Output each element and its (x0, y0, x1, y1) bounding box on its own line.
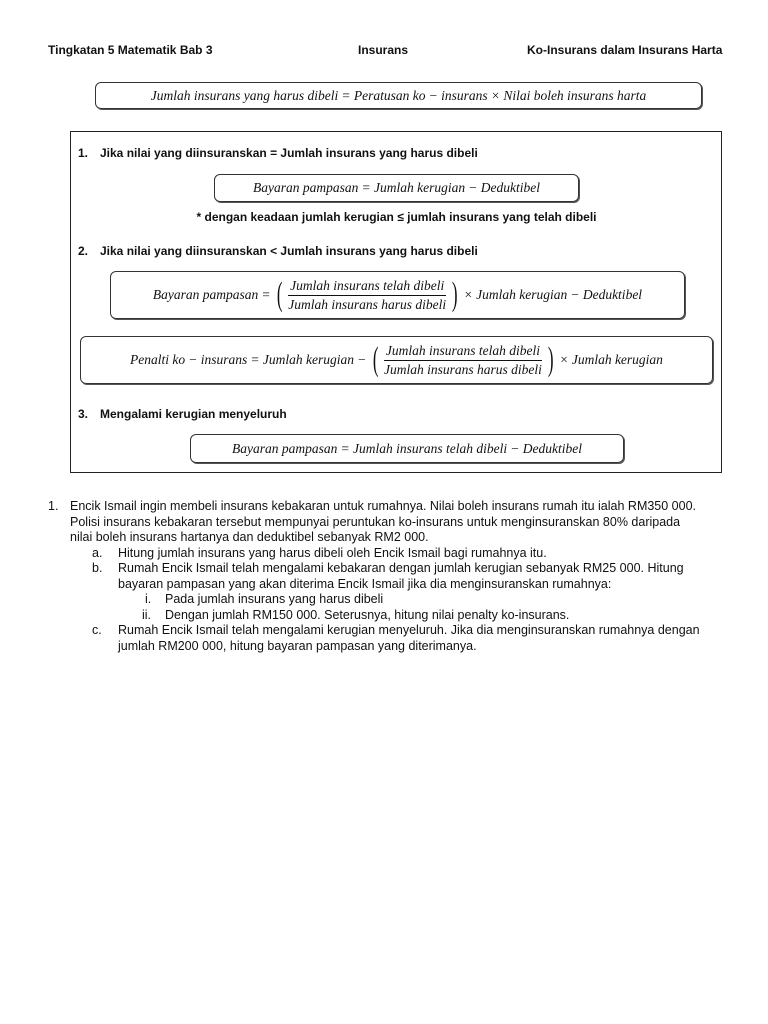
part-label: a. (92, 545, 103, 560)
case-title: Jika nilai yang diinsuranskan < Jumlah insurans yang harus dibeli (100, 244, 478, 258)
formula-term: Jumlah kerugian (374, 180, 466, 195)
paren-open: ( (372, 341, 379, 378)
numerator: Jumlah insurans telah dibeli (384, 343, 542, 361)
header-center: Insurans (358, 43, 409, 57)
part-label: b. (92, 561, 103, 575)
part-c-text: jumlah RM200 000, hitung bayaran pampasan yang diterimanya. (118, 638, 477, 653)
case-3-title (78, 407, 287, 421)
case-2-title (78, 244, 478, 258)
numerator: Jumlah insurans telah dibeli (288, 278, 446, 296)
fraction (382, 343, 544, 378)
formula-term: Jumlah insurans yang harus dibeli (150, 87, 339, 103)
formula-op: − (511, 440, 519, 456)
formula-term: Deduktibel (480, 180, 540, 195)
penalty-formula (80, 336, 713, 384)
header-left: Tingkatan 5 Matematik Bab 3 (48, 43, 213, 57)
case-number: 2. (78, 244, 89, 258)
subpart-i-text: Pada jumlah insurans yang harus dibeli (165, 592, 384, 606)
formula-op: − (469, 180, 477, 195)
part-label: c. (92, 623, 102, 637)
formula-term: insurans (200, 352, 248, 367)
denominator: Jumlah insurans harus dibeli (288, 296, 447, 312)
formula-term: Bayaran pampasan (232, 440, 338, 456)
formula-term: insurans (441, 87, 488, 103)
header-right: Ko-Insurans dalam Insurans Harta (527, 43, 723, 57)
formula-term: Jumlah kerugian (571, 352, 663, 367)
formula-op: − (358, 352, 366, 367)
paren-close: ) (547, 341, 554, 378)
paren-open: ( (276, 276, 283, 313)
fraction (286, 278, 448, 313)
case-3-formula (190, 434, 624, 463)
case-number: 1. (78, 146, 89, 160)
subpart-label: i. (145, 592, 152, 606)
formula-op: = (251, 352, 259, 367)
formula-op: − (571, 287, 579, 302)
question-line: Polisi insurans kebakaran tersebut mempunyai peruntukan ko-insurans untuk menginsuranskan 80% daripada (70, 514, 681, 529)
subpart-label: ii. (142, 607, 152, 622)
formula-term: Deduktibel (582, 287, 643, 302)
formula-term: Jumlah insurans telah dibeli (353, 440, 508, 456)
case-2-formula (110, 271, 685, 319)
formula-term: Jumlah kerugian (262, 352, 355, 367)
subpart-ii-text: Dengan jumlah RM150 000. Seterusnya, hitung nilai penalty ko-insurans. (165, 607, 570, 622)
case-1-note: * dengan keadaan jumlah kerugian ≤ jumlah insurans yang telah dibeli (196, 210, 597, 224)
formula-op: = (341, 440, 349, 456)
formula-op: × (491, 87, 500, 103)
formula-term: Deduktibel (522, 440, 582, 456)
formula-term: Penalti ko (130, 352, 186, 367)
formula-op: × (464, 287, 473, 302)
question-line: Encik Ismail ingin membeli insurans kebakaran untuk rumahnya. Nilai boleh insurans rumah itu ialah RM350 000. (70, 499, 697, 513)
formula-op: = (342, 87, 350, 103)
paren-close: ) (451, 276, 458, 313)
formula-op: = (362, 180, 371, 195)
formula-op: = (262, 287, 270, 302)
case-title: Mengalami kerugian menyeluruh (100, 407, 287, 421)
question-line: nilai boleh insurans hartanya dan deduktibel sebanyak RM2 000. (70, 530, 429, 544)
case-number: 3. (78, 407, 89, 421)
main-formula (95, 82, 702, 109)
part-a-text: Hitung jumlah insurans yang harus dibeli oleh Encik Ismail bagi rumahnya itu. (118, 545, 547, 560)
formula-term: Nilai boleh insurans harta (503, 87, 647, 103)
question-number: 1. (48, 499, 59, 513)
part-b-text: Rumah Encik Ismail telah mengalami kebakaran dengan jumlah kerugian sebanyak RM25 000. Hitung (118, 561, 684, 575)
part-c-text: Rumah Encik Ismail telah mengalami kerugian menyeluruh. Jika dia menginsuranskan rumahnya dengan (118, 623, 700, 637)
formula-op: − (429, 87, 438, 103)
case-1-formula (214, 174, 579, 202)
formula-op: × (560, 352, 568, 367)
formula-term: Jumlah kerugian (476, 287, 568, 302)
case-title: Jika nilai yang diinsuranskan = Jumlah insurans yang harus dibeli (100, 146, 478, 160)
formula-op: − (189, 352, 197, 367)
formula-term: Bayaran pampasan (152, 287, 259, 302)
part-b-text: bayaran pampasan yang akan diterima Encik Ismail jika dia menginsuranskan rumahnya: (118, 576, 612, 591)
case-1-title (78, 146, 478, 160)
formula-term: Bayaran pampasan (253, 180, 359, 195)
denominator: Jumlah insurans harus dibeli (383, 361, 542, 377)
formula-term: Peratusan ko (353, 87, 426, 103)
